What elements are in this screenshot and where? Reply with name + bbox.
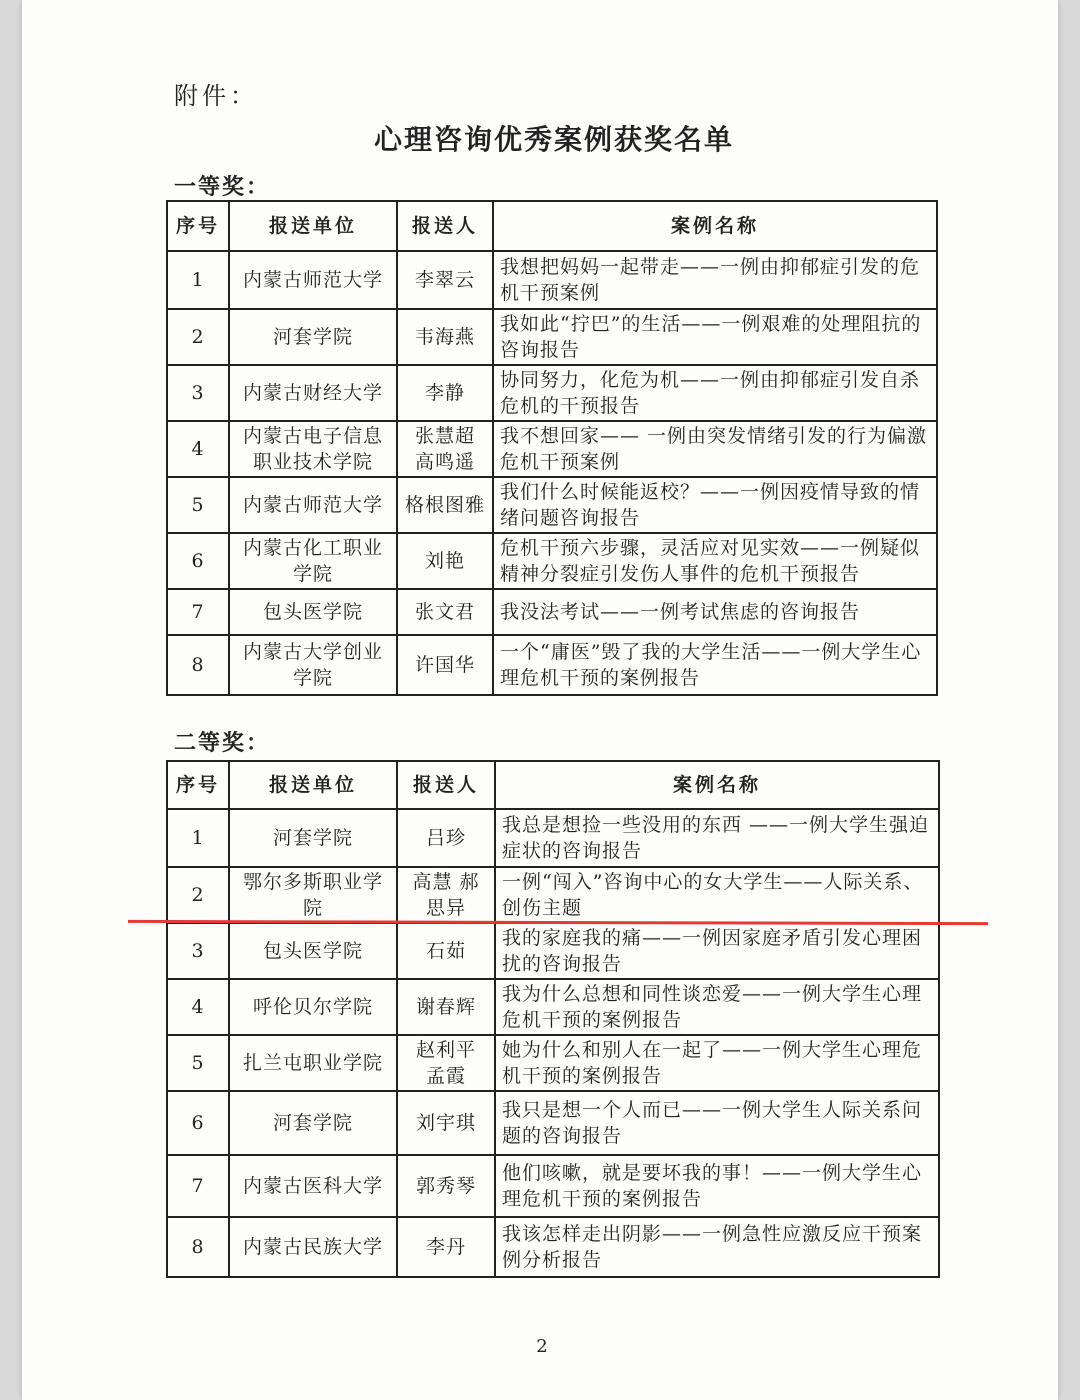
reporting-unit: 包头医学院 [229,923,397,979]
row-number: 1 [167,809,229,867]
reporter: 赵利平 孟霞 [397,1035,495,1091]
row-number: 5 [167,1035,229,1091]
first-prize-heading: 一等奖： [174,174,271,200]
reporter: 郭秀琴 [397,1155,495,1217]
reporting-unit: 内蒙古电子信息职业技术学院 [229,421,397,477]
reporter: 刘宇琪 [397,1091,495,1155]
case-name: 我们什么时候能返校？——一例因疫情导致的情绪问题咨询报告 [493,477,937,533]
document-page [22,0,1058,1400]
case-name: 一例“闯入”咨询中心的女大学生——人际关系、创伤主题 [495,867,939,923]
second-prize-heading: 二等奖： [174,730,271,756]
case-name: 一个“庸医”毁了我的大学生活——一例大学生心理危机干预的案例报告 [493,635,937,695]
table-row [167,251,937,309]
reporting-unit: 鄂尔多斯职业学院 [229,867,397,923]
header-case: 案例名称 [493,201,937,251]
header-case: 案例名称 [495,761,939,809]
table-row [167,809,939,867]
reporter: 石茹 [397,923,495,979]
row-number: 8 [167,1217,229,1277]
row-number: 2 [167,867,229,923]
case-name: 协同努力，化危为机——一例由抑郁症引发自杀危机的干预报告 [493,365,937,421]
case-name: 我只是想一个人而已——一例大学生人际关系问题的咨询报告 [495,1091,939,1155]
reporter: 刘艳 [397,533,493,589]
header-person: 报送人 [397,201,493,251]
row-number: 4 [167,421,229,477]
row-number: 6 [167,533,229,589]
first-prize-table [166,200,938,696]
table-row [167,1155,939,1217]
reporting-unit: 内蒙古师范大学 [229,477,397,533]
row-number: 1 [167,251,229,309]
table-row [167,477,937,533]
row-number: 6 [167,1091,229,1155]
row-number: 3 [167,923,229,979]
row-number: 5 [167,477,229,533]
reporting-unit: 内蒙古大学创业学院 [229,635,397,695]
row-number: 7 [167,1155,229,1217]
header-unit: 报送单位 [229,201,397,251]
case-name: 我没法考试——一例考试焦虑的咨询报告 [493,589,937,635]
table-row [167,923,939,979]
row-number: 8 [167,635,229,695]
table-header-row [167,761,939,809]
case-name: 我该怎样走出阴影——一例急性应激反应干预案例分析报告 [495,1217,939,1277]
case-name: 我如此“拧巴”的生活——一例艰难的处理阻抗的咨询报告 [493,309,937,365]
reporter: 李丹 [397,1217,495,1277]
document-title: 心理咨询优秀案例获奖名单 [373,123,734,156]
table-row [167,979,939,1035]
table-row [167,1035,939,1091]
header-no: 序号 [167,201,229,251]
case-name: 我为什么总想和同性谈恋爱——一例大学生心理危机干预的案例报告 [495,979,939,1035]
case-name: 危机干预六步骤，灵活应对见实效——一例疑似精神分裂症引发伤人事件的危机干预报告 [493,533,937,589]
reporting-unit: 扎兰屯职业学院 [229,1035,397,1091]
row-number: 4 [167,979,229,1035]
reporting-unit: 内蒙古医科大学 [229,1155,397,1217]
reporter: 张文君 [397,589,493,635]
reporter: 格根图雅 [397,477,493,533]
table-row [167,365,937,421]
reporting-unit: 呼伦贝尔学院 [229,979,397,1035]
header-person: 报送人 [397,761,495,809]
reporting-unit: 内蒙古财经大学 [229,365,397,421]
case-name: 我不想回家—— 一例由突发情绪引发的行为偏激危机干预案例 [493,421,937,477]
table-row [167,1217,939,1277]
reporter: 许国华 [397,635,493,695]
row-number: 7 [167,589,229,635]
table-row [167,1091,939,1155]
reporter: 李静 [397,365,493,421]
header-unit: 报送单位 [229,761,397,809]
table-header-row [167,201,937,251]
row-number: 2 [167,309,229,365]
case-name: 她为什么和别人在一起了——一例大学生心理危机干预的案例报告 [495,1035,939,1091]
row-number: 3 [167,365,229,421]
case-name: 他们咳嗽，就是要坏我的事！——一例大学生心理危机干预的案例报告 [495,1155,939,1217]
table-row [167,635,937,695]
reporter: 吕珍 [397,809,495,867]
case-name: 我的家庭我的痛——一例因家庭矛盾引发心理困扰的咨询报告 [495,923,939,979]
reporting-unit: 内蒙古化工职业学院 [229,533,397,589]
reporting-unit: 河套学院 [229,809,397,867]
reporter: 张慧超 高鸣遥 [397,421,493,477]
table-row [167,589,937,635]
reporter: 李翠云 [397,251,493,309]
table-row [167,309,937,365]
case-name: 我总是想捡一些没用的东西 ——一例大学生强迫症状的咨询报告 [495,809,939,867]
reporting-unit: 内蒙古师范大学 [229,251,397,309]
table-row [167,421,937,477]
case-name: 我想把妈妈一起带走——一例由抑郁症引发的危机干预案例 [493,251,937,309]
reporter: 谢春辉 [397,979,495,1035]
attachment-label: 附件： [174,82,258,110]
table-row [167,867,939,923]
second-prize-table [166,760,940,1278]
table-row [167,533,937,589]
page-number: 2 [536,1336,548,1357]
header-no: 序号 [167,761,229,809]
reporter: 韦海燕 [397,309,493,365]
reporting-unit: 包头医学院 [229,589,397,635]
reporting-unit: 内蒙古民族大学 [229,1217,397,1277]
reporter: 高慧 郝思异 [397,867,495,923]
reporting-unit: 河套学院 [229,1091,397,1155]
reporting-unit: 河套学院 [229,309,397,365]
